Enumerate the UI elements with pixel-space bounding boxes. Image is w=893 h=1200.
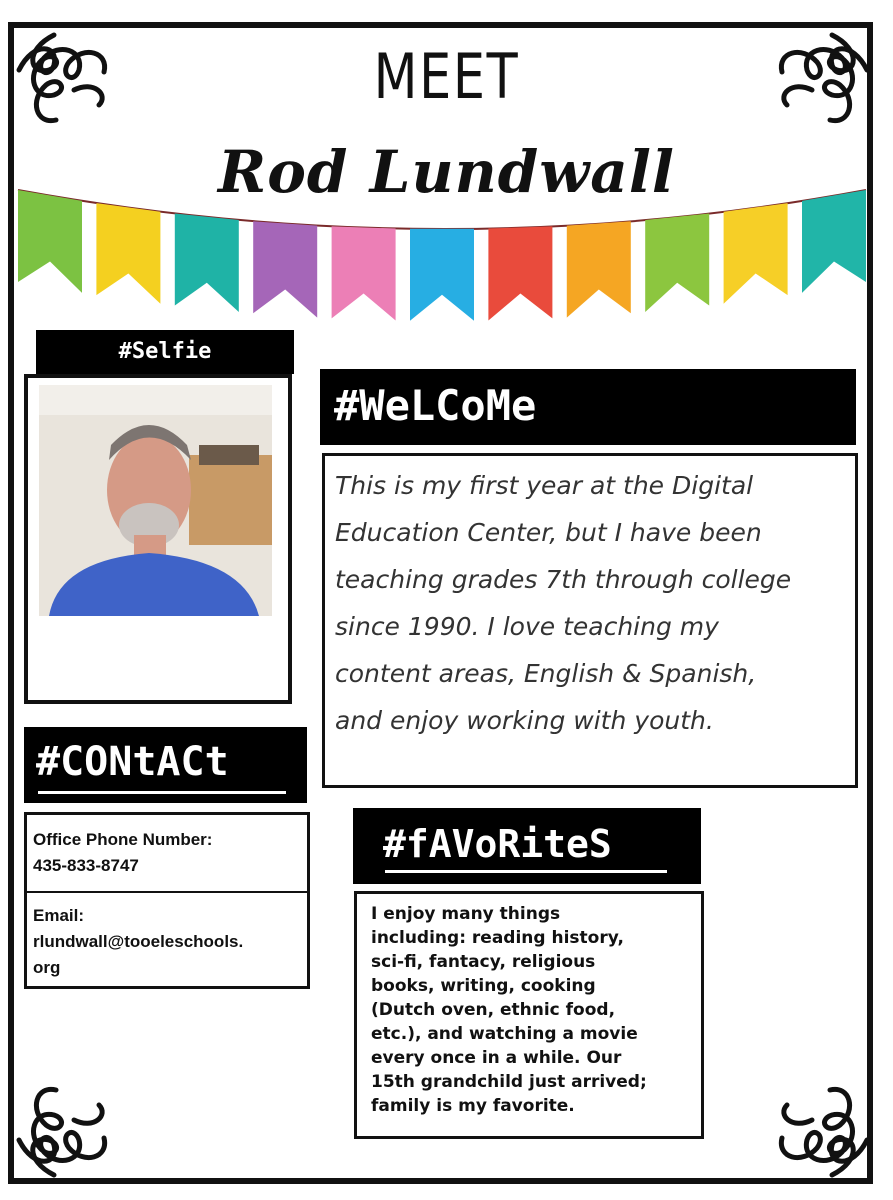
welcome-line: Education Center, but I have been	[335, 518, 762, 547]
selfie-header: #Selfie	[36, 330, 294, 374]
phone-label: Office Phone Number:	[33, 830, 213, 849]
favorites-box	[354, 891, 704, 1139]
bunting-flag	[18, 190, 82, 293]
favorites-line: every once in a while. Our	[371, 1048, 622, 1068]
favorites-line: (Dutch oven, ethnic food,	[371, 1000, 616, 1020]
favorites-line: family is my favorite.	[371, 1096, 575, 1116]
email-address-line1: rlundwall@tooeleschools.	[33, 932, 244, 951]
phone-number: 435-833-8747	[33, 856, 139, 875]
corner-swirl-bottom-left-icon	[14, 1050, 144, 1180]
favorites-line: etc.), and watching a movie	[371, 1024, 638, 1044]
contact-title: #CONtACt	[36, 739, 229, 785]
favorites-header	[353, 808, 701, 884]
contact-text	[33, 827, 301, 981]
bunting-flag	[567, 221, 631, 317]
favorites-line: including: reading history,	[371, 928, 624, 948]
bunting-flag	[253, 221, 317, 317]
favorites-underline	[385, 870, 667, 873]
favorites-line: I enjoy many things	[371, 904, 561, 924]
bunting-flag	[802, 190, 866, 293]
welcome-line: content areas, English & Spanish,	[335, 659, 757, 688]
contact-header	[24, 727, 307, 803]
bunting-flag	[96, 203, 160, 304]
bunting-flag	[488, 226, 552, 320]
favorites-title: #fAVoRiteS	[383, 822, 612, 866]
corner-swirl-bottom-right-icon	[742, 1050, 872, 1180]
contact-box	[24, 812, 310, 989]
bunting-flag	[724, 203, 788, 304]
welcome-line: This is my first year at the Digital	[335, 471, 754, 500]
bunting-flag	[175, 214, 239, 313]
email-label: Email:	[33, 906, 85, 925]
welcome-header	[320, 369, 856, 445]
favorites-line: 15th grandchild just arrived;	[371, 1072, 647, 1092]
favorites-text	[371, 902, 689, 1118]
bunting-flag	[332, 226, 396, 320]
welcome-line: and enjoy working with youth.	[335, 706, 714, 735]
welcome-text	[335, 462, 845, 744]
favorites-line: sci-fi, fantacy, religious	[371, 952, 596, 972]
email-address-line2: org	[33, 958, 61, 977]
contact-divider	[27, 891, 307, 893]
meet-heading: MEET	[373, 40, 520, 113]
welcome-line: teaching grades 7th through college	[335, 565, 792, 594]
bunting-flag	[410, 229, 474, 321]
welcome-line: since 1990. I love teaching my	[335, 612, 719, 641]
contact-underline	[38, 791, 286, 794]
bunting-flag	[645, 214, 709, 313]
bunting-banner	[0, 178, 893, 353]
favorites-line: books, writing, cooking	[371, 976, 596, 996]
teacher-name: Rod Lundwall	[218, 138, 675, 206]
welcome-box	[322, 453, 858, 788]
selfie-photo	[39, 385, 272, 616]
welcome-title: #WeLCoMe	[334, 381, 537, 430]
